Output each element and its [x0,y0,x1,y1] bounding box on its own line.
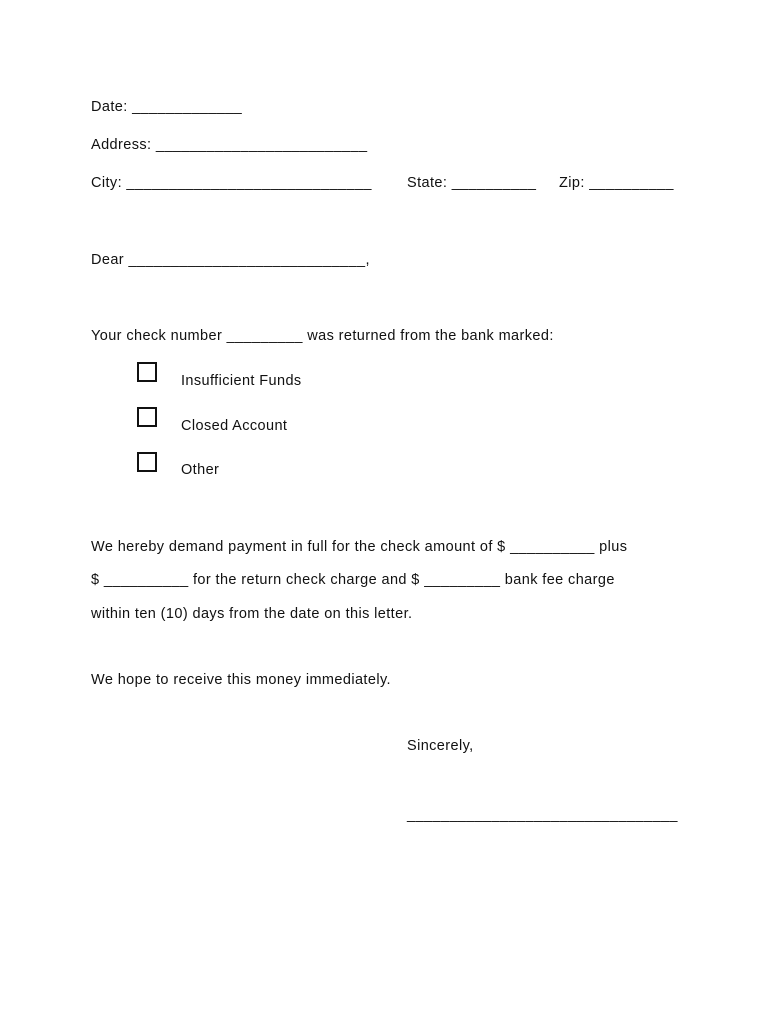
other-label: Other [181,462,220,478]
check-intro-text: Your check number _________ was returned from the bank marked: [91,328,554,344]
hope-text: We hope to receive this money immediately. [91,672,391,688]
state-field[interactable]: State: __________ [407,175,537,191]
city-field[interactable]: City: _____________________________ [91,175,372,191]
demand-line-1: We hereby demand payment in full for the check amount of $ __________ plus [91,539,628,555]
closed-account-checkbox[interactable] [137,407,157,427]
salutation[interactable]: Dear ____________________________, [91,252,370,268]
closed-account-label: Closed Account [181,418,288,434]
address-field[interactable]: Address: _________________________ [91,137,368,153]
other-checkbox[interactable] [137,452,157,472]
closing-sincerely: Sincerely, [407,738,474,754]
date-field[interactable]: Date: _____________ [91,99,243,115]
zip-field[interactable]: Zip: __________ [559,175,674,191]
insufficient-funds-label: Insufficient Funds [181,373,302,389]
insufficient-funds-checkbox[interactable] [137,362,157,382]
demand-line-2: $ __________ for the return check charge and $ _________ bank fee charge [91,572,615,588]
demand-line-3: within ten (10) days from the date on this letter. [91,606,413,622]
signature-line[interactable]: ________________________________ [407,807,678,823]
